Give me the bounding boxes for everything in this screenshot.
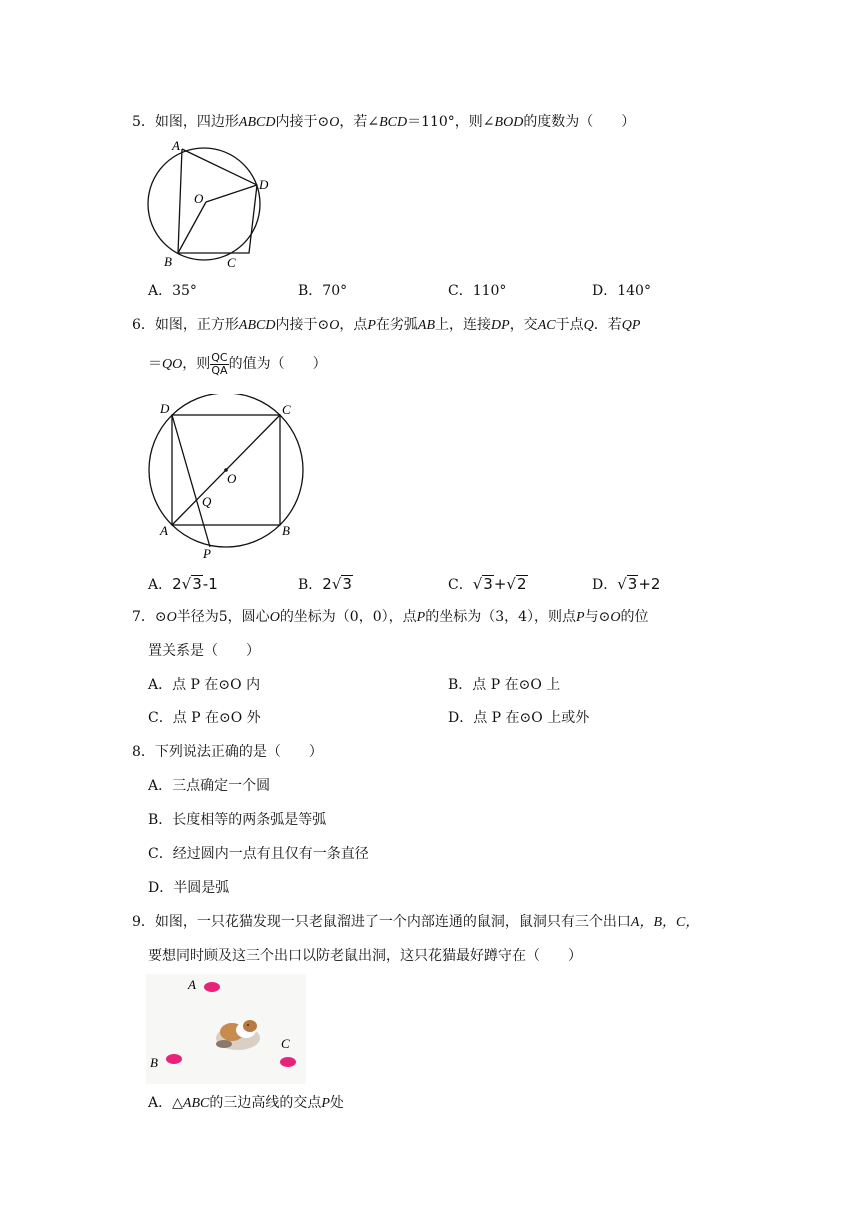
q6-option-letter: A．	[148, 577, 173, 593]
q7-center-name: O	[269, 610, 280, 625]
q6-segment-ac: AC	[537, 318, 556, 333]
q6-circle-name: O	[329, 318, 340, 333]
q5-label-a: A	[172, 138, 180, 153]
q5-stem-text: 的度数为（ ）	[523, 114, 636, 130]
q5-circle-name: O	[329, 115, 340, 130]
q6-label-c: C	[282, 402, 291, 417]
q9-option-a[interactable]	[148, 1093, 344, 1114]
q8-option-a[interactable]: A．三点确定一个圆	[148, 778, 271, 794]
q5-option-b[interactable]: B．70°	[298, 283, 348, 299]
q6-stem-line2	[148, 350, 327, 379]
q5-label-d: D	[259, 177, 269, 192]
q6-option-c-expr: √3+√2	[472, 575, 527, 593]
q6-stem-text: 上，连接	[435, 317, 492, 333]
q6-stem-text: ＝	[148, 356, 162, 372]
q5-stem	[132, 112, 635, 133]
q9-label-b: B	[150, 1055, 158, 1070]
q9-stem-line2: 要想同时顾及这三个出口以防老鼠出洞，这只花猫最好蹲守在（ ）	[148, 948, 582, 964]
q6-option-c[interactable]	[448, 574, 528, 595]
q6-option-a-radicand: 3	[192, 575, 202, 593]
q7-point-p: P	[576, 610, 585, 625]
q6-stem-text: 内接于⊙	[275, 317, 330, 333]
q9-exit-names: A，B，C，	[630, 915, 700, 930]
q6-segment-dp: DP	[491, 318, 510, 333]
q6-stem-text: 6．如图，正方形	[132, 317, 239, 333]
q6-stem-text: ，则	[182, 356, 211, 372]
q6-option-b-radicand: 3	[342, 575, 352, 593]
q7-stem-line2: 置关系是（ ）	[148, 643, 260, 659]
q6-option-a-expr: 2√3-1	[172, 575, 218, 593]
q6-option-d-radicand: 3	[627, 575, 638, 593]
q7-option-b[interactable]: B．点 P 在⊙O 上	[448, 677, 561, 693]
q8-option-d[interactable]: D．半圆是弧	[148, 880, 230, 896]
q9-hole-b	[166, 1054, 182, 1064]
q8-option-b[interactable]: B．长度相等的两条弧是等弧	[148, 812, 327, 828]
q9-hole-c	[280, 1057, 296, 1067]
q6-segment-dp-line	[172, 415, 210, 547]
q5-quad-name: ABCD	[238, 115, 276, 130]
q6-option-letter: D．	[592, 577, 618, 593]
q5-option-a[interactable]: A．35°	[148, 283, 197, 299]
q6-point-q: Q	[583, 318, 594, 333]
q6-segment-qo: QO	[162, 357, 183, 372]
q5-stem-text: ，若∠	[339, 114, 380, 130]
q7-stem-line1	[132, 607, 648, 628]
q5-segment-ob	[178, 202, 206, 253]
q7-option-d[interactable]: D．点 P 在⊙O 上或外	[448, 710, 590, 726]
q6-option-d-tail: +2	[638, 575, 661, 593]
q9-label-a: A	[188, 977, 196, 992]
q9-stem-text: 9．如图，一只花猫发现一只老鼠溜进了一个内部连通的鼠洞，鼠洞只有三个出口	[132, 914, 631, 930]
q6-option-a-tail: -1	[202, 575, 218, 593]
q9-option-a-triangle: ABC	[182, 1096, 210, 1111]
q9-figure	[146, 974, 306, 1084]
q9-option-a-point: P	[321, 1096, 330, 1111]
q7-stem-text: 的坐标为（0，0），点	[279, 609, 417, 625]
q6-stem-text: ．若	[593, 317, 622, 333]
q5-angle-bcd: BCD	[379, 115, 408, 130]
q9-stem-line1	[132, 912, 699, 933]
q7-circle-name: O	[166, 610, 177, 625]
q6-stem-text: ，交	[509, 317, 538, 333]
q9-option-a-text: A．△	[148, 1095, 183, 1111]
q6-option-b-expr: 2√3	[322, 575, 352, 593]
q7-stem-text: 半径为5，圆心	[176, 609, 270, 625]
q6-label-b: B	[282, 523, 290, 538]
q7-circle-name: O	[610, 610, 621, 625]
q6-option-d[interactable]	[592, 574, 660, 595]
q5-figure	[142, 136, 282, 272]
q6-stem-text: 在劣弧	[375, 317, 418, 333]
q6-label-d: D	[160, 401, 170, 416]
q6-stem-line1	[132, 315, 640, 336]
q6-option-c-plus: +	[493, 575, 507, 593]
q6-arc-ab: AB	[417, 318, 436, 333]
q6-stem-text: ，点	[339, 317, 368, 333]
q6-fraction	[210, 352, 228, 377]
q8-stem: 8．下列说法正确的是（ ）	[132, 744, 323, 760]
q6-label-a: A	[160, 523, 168, 538]
q6-label-q: Q	[202, 494, 212, 509]
q5-stem-text: ＝110°，则∠	[407, 114, 495, 130]
q5-stem-text: 内接于⊙	[275, 114, 330, 130]
q5-circle	[148, 148, 260, 260]
q7-point-p: P	[416, 610, 426, 625]
q6-option-letter: B．	[298, 577, 323, 593]
q7-stem-text: 的位	[620, 609, 649, 625]
q6-stem-text: 于点	[555, 317, 584, 333]
q8-option-c[interactable]: C．经过圆内一点有且仅有一条直径	[148, 846, 369, 862]
q7-stem-text: 与⊙	[584, 609, 611, 625]
q5-quadrilateral	[178, 149, 257, 253]
q9-label-c: C	[281, 1036, 290, 1051]
q5-option-c[interactable]: C．110°	[448, 283, 507, 299]
q9-option-a-text: 的三边高线的交点	[209, 1095, 322, 1111]
q5-stem-text: 5．如图，四边形	[132, 114, 239, 130]
q5-label-c: C	[227, 255, 236, 270]
q6-option-c-radicand2: 2	[516, 575, 527, 593]
q5-angle-bod: BOD	[494, 115, 524, 130]
q7-stem-text: 7．⊙	[132, 609, 167, 625]
q6-point-p: P	[367, 318, 376, 333]
q6-option-letter: C．	[448, 577, 473, 593]
q5-label-o: O	[194, 191, 204, 206]
q6-option-d-expr: √3+2	[617, 575, 661, 593]
q7-stem-text: 的坐标为（3，4），则点	[425, 609, 577, 625]
q6-option-a[interactable]	[148, 574, 218, 595]
q6-option-a-coef: 2	[172, 575, 182, 593]
q6-option-b-coef: 2	[322, 575, 332, 593]
q9-hole-a	[204, 982, 220, 992]
q6-segment-qp: QP	[621, 318, 641, 333]
q6-label-p: P	[203, 546, 211, 560]
q7-option-a[interactable]: A．点 P 在⊙O 内	[148, 677, 261, 693]
q6-option-b[interactable]	[298, 574, 353, 595]
q6-fraction-denominator: QA	[211, 363, 228, 377]
q6-figure	[142, 394, 312, 560]
q6-option-c-radicand: 3	[483, 575, 493, 593]
q9-option-a-text: 处	[329, 1095, 344, 1111]
q7-option-c[interactable]: C．点 P 在⊙O 外	[148, 710, 261, 726]
q6-stem-text: 的值为（ ）	[228, 356, 327, 372]
q6-quad-name: ABCD	[238, 318, 276, 333]
q6-fraction-numerator: QC	[211, 350, 228, 364]
q5-segment-od	[206, 185, 257, 202]
q5-label-b: B	[164, 254, 172, 269]
q6-label-o: O	[227, 471, 237, 486]
q5-option-d[interactable]: D．140°	[592, 283, 651, 299]
